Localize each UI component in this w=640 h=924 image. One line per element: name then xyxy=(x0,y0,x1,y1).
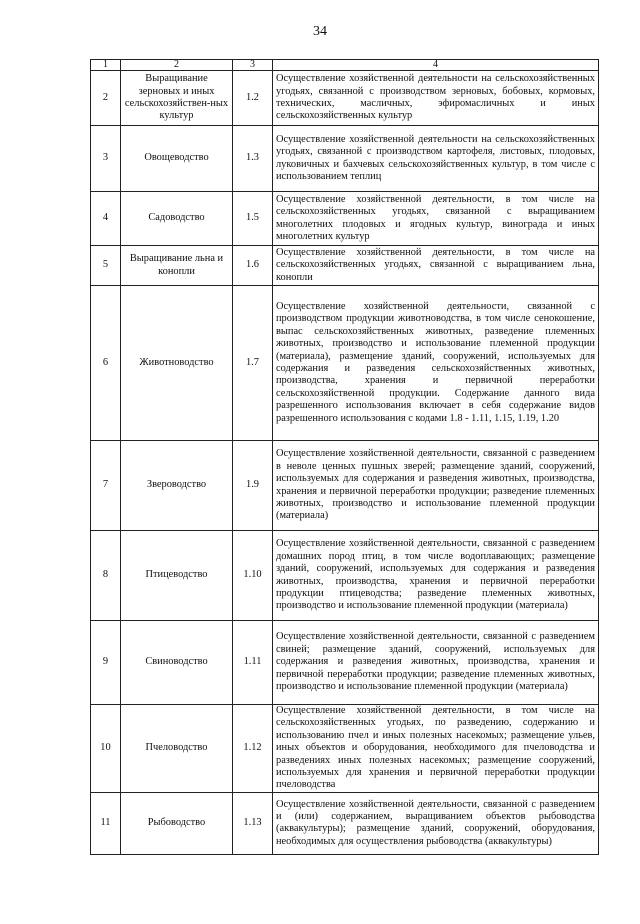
table-row xyxy=(91,126,599,192)
row-number: 3 xyxy=(91,126,121,192)
land-use-table xyxy=(90,59,599,855)
row-number: 7 xyxy=(91,441,121,531)
land-use-description: Осуществление хозяйственной деятельности, связанной с производством продукции животноводства, в том числе сенокошение, выпас сельскохозяйственных животных, разведение племенных животных, производство и использование племенной продукции (материала), размещение зданий, сооружений, используемых для содержания и разведения сельскохозяйственных животных, производства, хранения и первичной переработки сельскохозяйственной продукции. Содержание данного вида разрешенного использования включает в себя содержание видов разрешенного использования с кодами 1.8 - 1.11, 1.15, 1.19, 1.20 xyxy=(273,286,599,441)
land-use-code: 1.6 xyxy=(233,246,273,286)
column-header-2: 2 xyxy=(121,60,233,71)
table-row xyxy=(91,246,599,286)
row-number: 10 xyxy=(91,705,121,793)
row-number: 5 xyxy=(91,246,121,286)
table-header-row xyxy=(91,60,599,71)
land-use-code: 1.12 xyxy=(233,705,273,793)
column-header-4: 4 xyxy=(273,60,599,71)
land-use-name: Свиноводство xyxy=(121,621,233,705)
table-row xyxy=(91,531,599,621)
land-use-name: Животноводство xyxy=(121,286,233,441)
column-header-1: 1 xyxy=(91,60,121,71)
table-row xyxy=(91,705,599,793)
land-use-name: Выращивание зерновых и иных сельскохозяйствен-ных культур xyxy=(121,71,233,126)
land-use-code: 1.11 xyxy=(233,621,273,705)
land-use-code: 1.13 xyxy=(233,792,273,854)
land-use-name: Птицеводство xyxy=(121,531,233,621)
column-header-3: 3 xyxy=(233,60,273,71)
row-number: 8 xyxy=(91,531,121,621)
land-use-name: Овощеводство xyxy=(121,126,233,192)
land-use-description: Осуществление хозяйственной деятельности, связанной с разведением в неволе ценных пушных зверей; размещение зданий, сооружений, используемых для содержания и разведения животных, производства, хранения и первичной переработки продукции; разведение племенных животных, производство и использование племенной продукции (материала) xyxy=(273,441,599,531)
table-row xyxy=(91,621,599,705)
land-use-code: 1.5 xyxy=(233,192,273,246)
row-number: 9 xyxy=(91,621,121,705)
land-use-description: Осуществление хозяйственной деятельности, в том числе на сельскохозяйственных угодьях, связанной с выращиванием льна, конопли xyxy=(273,246,599,286)
land-use-code: 1.9 xyxy=(233,441,273,531)
land-use-description: Осуществление хозяйственной деятельности на сельскохозяйственных угодьях, связанной с производством зерновых, бобовых, кормовых, технических, масличных, эфиромасличных и иных сельскохозяйственных культур xyxy=(273,71,599,126)
land-use-code: 1.10 xyxy=(233,531,273,621)
land-use-code: 1.2 xyxy=(233,71,273,126)
table-row xyxy=(91,192,599,246)
row-number: 2 xyxy=(91,71,121,126)
land-use-description: Осуществление хозяйственной деятельности, в том числе на сельскохозяйственных угодьях, по разведению, содержанию и использованию пчел и иных полезных насекомых; размещение ульев, иных объектов и оборудования, необходимого для пчеловодства и разведениях иных полезных насекомых; размещение сооружений, используемых для хранения и первичной переработки продукции пчеловодства xyxy=(273,705,599,793)
land-use-name: Выращивание льна и конопли xyxy=(121,246,233,286)
land-use-description: Осуществление хозяйственной деятельности, связанной с разведением свиней; размещение зданий, сооружений, используемых для содержания и разведения животных, производства, хранения и первичной переработки продукции; разведение племенных животных, производство и использование племенной продукции (материала) xyxy=(273,621,599,705)
land-use-name: Рыбоводство xyxy=(121,792,233,854)
row-number: 4 xyxy=(91,192,121,246)
land-use-name: Звероводство xyxy=(121,441,233,531)
table-row xyxy=(91,286,599,441)
land-use-description: Осуществление хозяйственной деятельности, связанной с разведением домашних пород птиц, в том числе водоплавающих; размещение зданий, сооружений, используемых для содержания и разведения животных, производства, хранения и первичной переработки продукции птицеводства; разведение племенных животных, производство и использование племенной продукции (материала) xyxy=(273,531,599,621)
land-use-description: Осуществление хозяйственной деятельности, связанной с разведением и (или) содержанием, выращиванием объектов рыбоводства (аквакультуры); размещение зданий, сооружений, оборудования, необходимых для осуществления рыбоводства (аквакультуры) xyxy=(273,792,599,854)
land-use-description: Осуществление хозяйственной деятельности на сельскохозяйственных угодьях, связанной с производством картофеля, листовых, плодовых, луковичных и бахчевых сельскохозяйственных культур, в том числе с использованием теплиц xyxy=(273,126,599,192)
table-row xyxy=(91,441,599,531)
row-number: 6 xyxy=(91,286,121,441)
row-number: 11 xyxy=(91,792,121,854)
land-use-description: Осуществление хозяйственной деятельности, в том числе на сельскохозяйственных угодьях, связанной с выращиванием многолетних плодовых и ягодных культур, винограда и иных многолетних культур xyxy=(273,192,599,246)
page-number: 34 xyxy=(313,24,327,39)
table-row xyxy=(91,71,599,126)
land-use-name: Пчеловодство xyxy=(121,705,233,793)
table-row xyxy=(91,792,599,854)
land-use-code: 1.3 xyxy=(233,126,273,192)
land-use-name: Садоводство xyxy=(121,192,233,246)
land-use-code: 1.7 xyxy=(233,286,273,441)
